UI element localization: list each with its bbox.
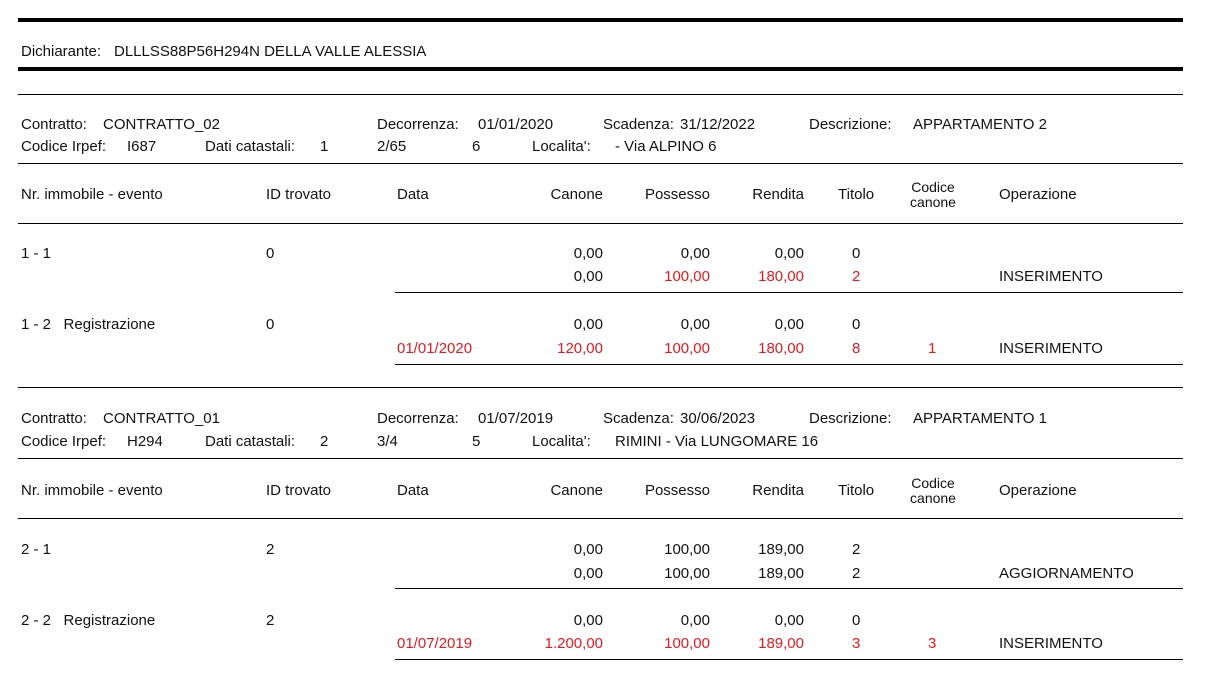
new-title: 2: [852, 565, 861, 582]
locality-value: - Via ALPINO 6: [615, 138, 717, 155]
found-id: 2: [266, 612, 275, 629]
old-rent: 0,00: [573, 541, 603, 558]
start-date-label: Decorrenza:: [377, 410, 459, 427]
old-income: 0,00: [774, 245, 804, 262]
old-possession: 100,00: [664, 541, 710, 558]
col-rent-code-1: Codice: [911, 179, 955, 195]
col-found-id: ID trovato: [266, 482, 332, 499]
old-title: 2: [852, 541, 861, 558]
old-income: 0,00: [774, 316, 804, 333]
cadastral-label: Dati catastali:: [205, 433, 296, 450]
declarant-thick-rule: [18, 67, 1183, 71]
operation: INSERIMENTO: [999, 635, 1103, 652]
operation: AGGIORNAMENTO: [999, 565, 1134, 582]
contract-label: Contratto:: [21, 116, 87, 133]
declarant-label: Dichiarante:: [21, 43, 102, 60]
col-title: Titolo: [838, 186, 875, 203]
operation: INSERIMENTO: [999, 340, 1103, 357]
old-rent: 0,00: [573, 316, 603, 333]
new-possession: 100,00: [664, 635, 710, 652]
old-title: 0: [852, 316, 861, 333]
description-label: Descrizione:: [809, 410, 892, 427]
col-income: Rendita: [752, 482, 804, 499]
irpef-code-label: Codice Irpef:: [21, 433, 107, 450]
irpef-code-value: H294: [127, 433, 163, 450]
col-title: Titolo: [838, 482, 875, 499]
found-id: 0: [266, 245, 275, 262]
col-rent: Canone: [550, 482, 603, 499]
old-possession: 0,00: [680, 316, 710, 333]
header-top-rule: [18, 163, 1183, 164]
contract-id: CONTRATTO_02: [103, 116, 220, 133]
old-possession: 0,00: [680, 245, 710, 262]
old-income: 0,00: [774, 612, 804, 629]
row-rule: [395, 292, 1183, 293]
end-date-label: Scadenza:: [603, 410, 674, 427]
contract-id: CONTRATTO_01: [103, 410, 220, 427]
col-rent-code-2: canone: [910, 194, 956, 210]
new-title: 8: [852, 340, 861, 357]
cadastral-sub: 5: [472, 433, 481, 450]
new-title: 3: [852, 635, 861, 652]
row-rule: [395, 364, 1183, 365]
new-date: 01/01/2020: [397, 340, 473, 357]
col-rent: Canone: [550, 186, 603, 203]
description-label: Descrizione:: [809, 116, 892, 133]
end-date-value: 30/06/2023: [680, 410, 756, 427]
found-id: 2: [266, 541, 275, 558]
col-rent-code-2: canone: [910, 490, 956, 506]
irpef-code-label: Codice Irpef:: [21, 138, 107, 155]
found-id: 0: [266, 316, 275, 333]
col-rent-code-1: Codice: [911, 475, 955, 491]
new-title: 2: [852, 268, 861, 285]
new-rent: 1.200,00: [544, 635, 603, 652]
property-event: 2 - 2 Registrazione: [21, 612, 156, 629]
new-rent: 120,00: [557, 340, 603, 357]
property-event: 1 - 2 Registrazione: [21, 316, 156, 333]
end-date-label: Scadenza:: [603, 116, 674, 133]
new-rent-code: 3: [928, 635, 937, 652]
old-rent: 0,00: [573, 612, 603, 629]
description-value: APPARTAMENTO 2: [913, 116, 1047, 133]
contract-label: Contratto:: [21, 410, 87, 427]
new-income: 180,00: [758, 268, 804, 285]
contract-separator: [18, 94, 1183, 95]
end-date-value: 31/12/2022: [680, 116, 756, 133]
contract-separator: [18, 387, 1183, 388]
col-possession: Possesso: [644, 482, 710, 499]
cadastral-sheet: 1: [320, 138, 329, 155]
property-event: 2 - 1: [21, 541, 52, 558]
col-income: Rendita: [752, 186, 804, 203]
col-found-id: ID trovato: [266, 186, 332, 203]
new-possession: 100,00: [664, 268, 710, 285]
header-top-rule: [18, 458, 1183, 459]
col-property-event: Nr. immobile - evento: [21, 186, 163, 203]
new-possession: 100,00: [664, 565, 710, 582]
new-rent-code: 1: [928, 340, 937, 357]
col-date: Data: [397, 186, 429, 203]
col-possession: Possesso: [644, 186, 710, 203]
old-possession: 0,00: [680, 612, 710, 629]
cadastral-parcel: 3/4: [377, 433, 398, 450]
col-date: Data: [397, 482, 429, 499]
start-date-value: 01/07/2019: [478, 410, 554, 427]
new-date: 01/07/2019: [397, 635, 473, 652]
row-rule: [395, 588, 1183, 589]
cadastral-label: Dati catastali:: [205, 138, 296, 155]
col-operation: Operazione: [999, 482, 1077, 499]
description-value: APPARTAMENTO 1: [913, 410, 1047, 427]
locality-value: RIMINI - Via LUNGOMARE 16: [615, 433, 819, 450]
operation: INSERIMENTO: [999, 268, 1103, 285]
row-rule: [395, 659, 1183, 660]
old-rent: 0,00: [573, 245, 603, 262]
old-title: 0: [852, 612, 861, 629]
new-possession: 100,00: [664, 340, 710, 357]
old-title: 0: [852, 245, 861, 262]
locality-label: Localita':: [532, 433, 591, 450]
new-rent: 0,00: [573, 565, 603, 582]
old-income: 189,00: [758, 541, 804, 558]
start-date-label: Decorrenza:: [377, 116, 459, 133]
declarant-value: DLLLSS88P56H294N DELLA VALLE ALESSIA: [114, 43, 427, 60]
new-rent: 0,00: [573, 268, 603, 285]
irpef-code-value: I687: [127, 138, 157, 155]
new-income: 189,00: [758, 635, 804, 652]
col-operation: Operazione: [999, 186, 1077, 203]
col-property-event: Nr. immobile - evento: [21, 482, 163, 499]
cadastral-sheet: 2: [320, 433, 329, 450]
top-thick-rule: [18, 18, 1183, 22]
property-event: 1 - 1: [21, 245, 52, 262]
locality-label: Localita':: [532, 138, 591, 155]
header-bottom-rule: [18, 223, 1183, 224]
cadastral-sub: 6: [472, 138, 481, 155]
cadastral-parcel: 2/65: [377, 138, 407, 155]
new-income: 189,00: [758, 565, 804, 582]
start-date-value: 01/01/2020: [478, 116, 554, 133]
header-bottom-rule: [18, 518, 1183, 519]
new-income: 180,00: [758, 340, 804, 357]
